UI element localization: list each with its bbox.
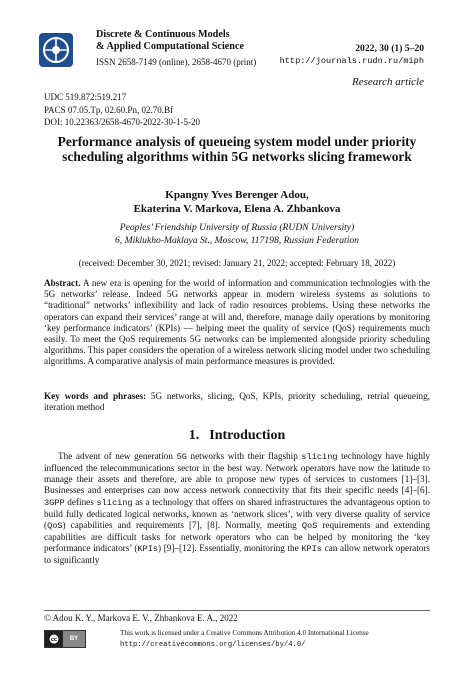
cc-icon — [45, 631, 63, 647]
license-url[interactable]: http://creativecommons.org/licenses/by/4.0/ — [120, 641, 306, 649]
body-code-term: KPIs — [137, 544, 159, 555]
abstract-text: A new era is opening for the world of information and communication technologies with the 5G networks’ release. Indeed 5G networks appear in modern wireless systems as solutions to “traditional” networks’ inflexibility and lack of radio resources problems. Using these networks the operators can expand their services’ range at will and, therefore, manage daily operations by monitoring ‘key performance indicators’ (KPIs) — helping meet the quality of service (QoS) requirements much easily. To meet the QoS requirements 5G networks can be implemented alongside priority scheduling algorithms. This paper considers the operation of a wireless network slicing model under two scheduling algorithms. A comparative analysis of main performance measures is provided. — [44, 278, 430, 367]
body-text-run: requirements and extending capabilities are difficult tasks for network operators who can be helped by monitoring the ‘key performance indicators’ ( — [44, 519, 430, 554]
journal-url[interactable]: http://journals.rudn.ru/miph — [279, 56, 424, 66]
section-heading — [44, 428, 430, 444]
creative-commons-icon — [48, 633, 60, 645]
udc: UDC 519.872:519.217 — [44, 92, 127, 102]
body-code-term: QoS — [47, 520, 63, 531]
keywords-label: Key words and phrases: — [44, 391, 147, 401]
body-code-term: KPIs — [301, 544, 322, 555]
authors-line2: Ekaterina V. Markova, Elena A. Zhbankova — [133, 203, 341, 215]
issn: ISSN 2658-7149 (online), 2658-4670 (print) — [96, 57, 257, 67]
body-code-term: slicing — [301, 452, 338, 462]
svg-text:cc: cc — [50, 637, 58, 644]
article-type: Research article — [352, 76, 424, 88]
body-text-run: ) capabilities and requirements [7], [8]. Normally, meeting — [62, 519, 302, 530]
authors-line1: Kpangny Yves Berenger Adou, — [165, 189, 309, 201]
journal-name-line2: & Applied Computational Science — [96, 41, 245, 52]
authors — [44, 188, 430, 216]
journal-logo — [38, 32, 74, 68]
body-text-run: can allow network operators to significantly — [44, 543, 430, 566]
body-code-term: 5G — [176, 452, 187, 462]
journal-name — [96, 29, 244, 53]
body-text-run: defines — [64, 496, 97, 507]
introduction-paragraph — [44, 451, 430, 567]
volume-issue: 2022, 30 (1) 5–20 — [355, 43, 424, 54]
abstract-label: Abstract. — [44, 278, 81, 288]
article-metadata — [44, 91, 200, 129]
body-code-term: slicing — [96, 497, 133, 508]
body-code-term: QoS — [301, 520, 318, 531]
doi[interactable]: DOI: 10.22363/2658-4670-2022-30-1-5-20 — [44, 117, 200, 127]
license-text: This work is licensed under a Creative Commons Attribution 4.0 International License — [120, 629, 369, 637]
cc-by-label: BY — [63, 631, 85, 647]
affiliation-line1: Peoples’ Friendship University of Russia (RUDN University) — [119, 222, 355, 233]
affiliation — [44, 222, 430, 247]
pacs: PACS 07.05.Tp, 02.60.Pn, 02.70.Bf — [44, 104, 173, 115]
body-text-run: technology have highly influenced the telecommunications sector in the best way. Network operators have now the latitude to manage their assets and therefore, are able to propose new types of services to customers [1]–[3]. Businesses and enterprises can now access network connectivity that fits their specific needs [4]–[6]. — [44, 451, 430, 496]
copyright: © Adou K. Y., Markova E. V., Zhbankova E. A., 2022 — [44, 613, 238, 623]
abstract — [44, 278, 430, 368]
journal-name-line1: Discrete & Continuous Models — [96, 29, 230, 40]
section-number: 1. — [188, 428, 200, 443]
section-title: Introduction — [209, 428, 286, 443]
body-text-run: networks with their flagship — [186, 451, 302, 461]
body-text-run: as a technology that offers on shared infrastructures the advantageous option to build fully dedicated logical networks, known as ‘network slices’, with very diverse quality of service ( — [44, 496, 431, 530]
affiliation-line2: 6, Miklukho-Maklaya St., Moscow, 117198, Russian Federation — [115, 234, 359, 246]
body-text-run: ) [9]–[12]. Essentially, monitoring the — [158, 543, 302, 554]
keywords — [44, 391, 430, 413]
submission-dates: (received: December 30, 2021; revised: January 21, 2022; accepted: February 18, 2022) — [78, 258, 396, 268]
paper-title: Performance analysis of queueing system model under priority scheduling algorithms within 5G networks slicing framework — [57, 134, 417, 164]
cc-license-badge[interactable] — [44, 630, 86, 648]
body-code-term: 3GPP — [44, 497, 65, 508]
body-text-run: The advent of new generation — [58, 451, 177, 461]
keywords-text: 5G networks, slicing, QoS, KPIs, priority scheduling, retrial queueing, iteration method — [44, 391, 431, 413]
footer-divider — [44, 610, 430, 611]
